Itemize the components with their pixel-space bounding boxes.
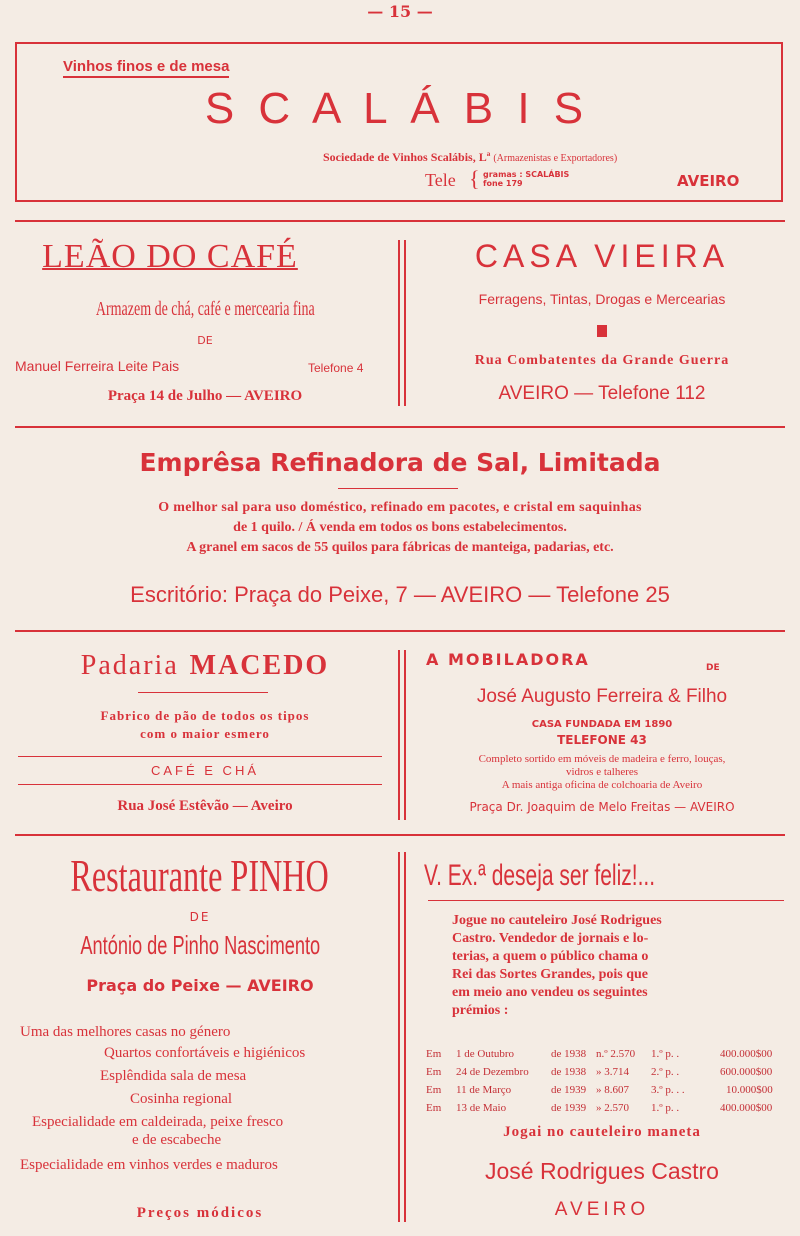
pinho-item-7: Especialidade em vinhos verdes e maduros — [20, 1157, 278, 1173]
divider — [15, 220, 785, 222]
leao-address: Praça 14 de Julho — AVEIRO — [107, 388, 303, 404]
divider — [398, 240, 400, 406]
mobiladora-desc3: A mais antiga oficina de colchoaria de Aveiro — [501, 779, 703, 791]
castro-name: José Rodrigues Castro — [485, 1158, 719, 1184]
divider — [15, 630, 785, 632]
divider — [398, 852, 400, 1222]
sal-office: Escritório: Praça do Peixe, 7 — AVEIRO — Telefone 25 — [130, 582, 670, 607]
mobiladora-owner: José Augusto Ferreira & Filho — [476, 686, 728, 707]
macedo-desc1: Fabrico de pão de todos os tipos — [100, 708, 310, 723]
pinho-item-2: Quartos confortáveis e higiénicos — [104, 1045, 306, 1061]
scalabis-name: S C A L Á B I S — [204, 84, 590, 133]
mobiladora-founded: CASA FUNDADA EM 1890 — [531, 719, 673, 730]
divider — [15, 426, 785, 428]
leao-ad — [15, 238, 325, 276]
pinho-item-4: Cosinha regional — [130, 1091, 233, 1107]
divider — [398, 650, 400, 820]
mobiladora-de: DE — [706, 663, 720, 673]
mobiladora-desc2: vidros e talheres — [565, 766, 639, 778]
divider — [404, 852, 406, 1222]
pinho-item-1: Uma das melhores casas no género — [20, 1024, 231, 1040]
mobiladora-address: Praça Dr. Joaquim de Melo Freitas — AVEIRO — [469, 800, 735, 814]
divider — [428, 900, 784, 901]
sal-line3: A granel em sacos de 55 quilos para fábricas de manteiga, padarias, etc. — [186, 540, 614, 555]
castro-body-line: Jogue no cauteleiro José Rodrigues — [452, 913, 662, 928]
macedo-name-b: MACEDO — [189, 650, 330, 681]
pinho-item-3: Esplêndida sala de mesa — [100, 1068, 247, 1084]
castro-jogai: Jogai no cauteleiro maneta — [503, 1124, 701, 1140]
pinho-de: DE — [189, 910, 211, 924]
divider — [138, 692, 268, 693]
divider — [338, 488, 458, 489]
macedo-cafe: CAFÉ E CHÁ — [150, 763, 259, 778]
page: — 15 — Vinhos finos e de mesa S C A L Á B I S Sociedade de Vinhos Scalábis, Lª (Armazenistas e Exportadores) Tele { gramas : SCALÁBIS fone 179 AVEIRO LEÃO DO CAFÉ Armazem de chá, café e mercearia fina DE Manuel Ferreira Leite Pais Telefone 4 Praça 14 de Julho — AVEIRO CASA VIEIRA Ferragens, Tintas, Drogas e Mercearias Rua Combatentes da Grande Guerra AVEIRO — Telefone 112 Emprêsa Refinadora de Sal, Limitada O melhor sal para uso doméstico, refinado em pacotes, e cristal em saquinhas de 1 quilo. / Á venda em todos os bons estabelecimentos. A granel em sacos de 55 quilos para fábricas de manteiga, padarias, etc. Escritório: Praça do Peixe, 7 — AVEIRO — Telefone 25 Padaria MACEDO Fabrico de pão de todos os tipos com o maior esmero CAFÉ E CHÁ Rua José Estêvão — Aveiro A MOBILADORA DE José Augusto Ferreira & Filho CASA FUNDADA EM 1890 TELEFONE 43 Completo sortido em móveis de madeira e ferro, louças, vidros e talheres A mais antiga oficina de colchoaria de Aveiro Praça Dr. Joaquim de Melo Freitas — AVEIRO Restaurante PINHO DE António de Pinho Nascimento Praça do Peixe — AVEIRO Uma das melhores casas no género Quartos confortáveis e higiénicos Esplêndida sala de mesa Cosinha regional Especialidade em caldeirada, peixe fresco e de escabeche Especialidade em vinhos verdes e maduros Preços módicos V. Ex.ª deseja ser feliz!... Jogue no cauteleiro José Rodrigues Castro. Vendedor de jornais e lo- terias, a quem o público chama o Rei das Sortes Grandes, pois que em meio ano vendeu os seguintes prémios : Em 1 de Outubro de 1938 n.º 2.570 1.º p. . 400.000$00 Em 24 de Dezembro de 1938 » 3.714 2.º p. . 600.000$00 Em 11 de Março de 1939 » 8.607 3.º p. . . 10.000$00 Em 13 de Maio de 1939 » 2.570 1.º p. . 400.000$00 Jogai no cauteleiro maneta José Rodrigues Castro AVEIRO — [0, 0, 800, 1236]
macedo-name — [15, 648, 395, 682]
leao-name: LEÃO DO CAFÉ — [42, 238, 298, 275]
pinho-footer: Preços módicos — [136, 1205, 264, 1221]
scalabis-ad — [15, 42, 783, 202]
scalabis-tele: Tele — [425, 170, 456, 190]
castro-body-line: em meio ano vendeu os seguintes — [452, 985, 648, 1000]
vieira-address: Rua Combatentes da Grande Guerra — [474, 353, 730, 368]
emblem-icon — [597, 325, 607, 337]
scalabis-gramas: gramas : SCALÁBIS — [483, 170, 570, 179]
castro-headline: V. Ex.ª deseja ser feliz!... — [424, 859, 656, 892]
scalabis-company-note: (Armazenistas e Exportadores) — [493, 153, 618, 164]
leao-phone: Telefone 4 — [308, 361, 364, 375]
pinho-item-5: Especialidade em caldeirada, peixe fresco — [32, 1114, 284, 1130]
pinho-item-6: e de escabeche — [132, 1132, 222, 1148]
sal-line2: de 1 quilo. / Á venda em todos os bons estabelecimentos. — [233, 520, 567, 535]
scalabis-tagline: Vinhos finos e de mesa — [63, 58, 229, 78]
castro-body-line: terias, a quem o público chama o — [452, 949, 649, 964]
leao-desc: Armazem de chá, café e mercearia fina — [95, 298, 315, 320]
sal-title: Emprêsa Refinadora de Sal, Limitada — [139, 448, 661, 477]
scalabis-fone: fone 179 — [483, 179, 523, 188]
divider — [404, 240, 406, 406]
vieira-name: CASA VIEIRA — [474, 238, 730, 274]
macedo-address: Rua José Estêvão — Aveiro — [117, 798, 293, 814]
leao-owner: Manuel Ferreira Leite Pais — [15, 358, 180, 374]
sal-line1: O melhor sal para uso doméstico, refinado em pacotes, e cristal em saquinhas — [158, 500, 642, 515]
mobiladora-name: A MOBILADORA — [426, 650, 590, 669]
pinho-name: Restaurante PINHO — [70, 850, 330, 901]
page-number: — 15 — — [367, 2, 433, 21]
mobiladora-phone: TELEFONE 43 — [557, 733, 647, 747]
pinho-owner: António de Pinho Nascimento — [80, 930, 320, 960]
vieira-desc: Ferragens, Tintas, Drogas e Mercearias — [478, 291, 726, 307]
vieira-city-phone: AVEIRO — Telefone 112 — [498, 383, 706, 404]
divider — [404, 650, 406, 820]
pinho-address: Praça do Peixe — AVEIRO — [86, 976, 314, 995]
divider — [18, 784, 382, 785]
mobiladora-desc1: Completo sortido em móveis de madeira e ferro, louças, — [478, 753, 726, 765]
divider — [15, 834, 785, 836]
leao-de: DE — [197, 334, 213, 347]
castro-city: AVEIRO — [554, 1199, 650, 1220]
castro-body-line: Castro. Vendedor de jornais e lo- — [452, 931, 649, 946]
brace-icon: { — [469, 166, 480, 191]
macedo-name-a: Padaria — [80, 650, 179, 681]
castro-body — [452, 912, 797, 1020]
scalabis-city: AVEIRO — [677, 172, 740, 190]
scalabis-company: Sociedade de Vinhos Scalábis, Lª — [323, 150, 491, 164]
castro-body-line: Rei das Sortes Grandes, pois que — [452, 967, 649, 982]
castro-body-line: prémios : — [452, 1003, 509, 1018]
macedo-desc2: com o maior esmero — [140, 726, 270, 741]
divider — [18, 756, 382, 757]
